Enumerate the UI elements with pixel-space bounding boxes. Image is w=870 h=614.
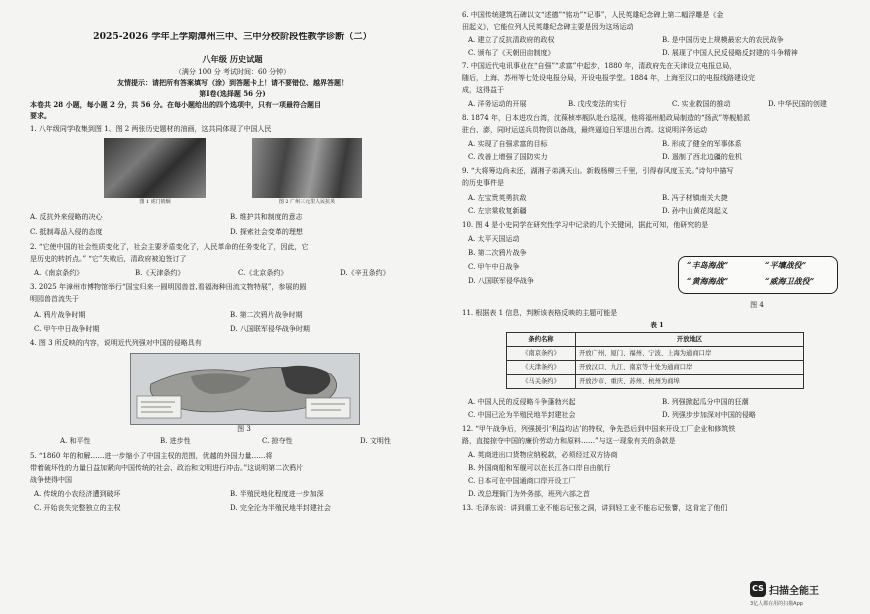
q3-option-b[interactable]: B. 第二次鸦片战争时期 [230, 311, 303, 319]
q5-option-a[interactable]: A. 传统的小农经济遭到破坏 [34, 490, 121, 498]
q10-keyword-box [678, 256, 838, 294]
q7-line-1: 7. 中国近代电讯事业在“自强”“求富”中起步，1880 年，清政府先在天津设立电报总局， [462, 62, 737, 70]
q1-figure-2 [252, 138, 362, 198]
q6-line-1: 6. 中国传统建筑石碑以文“述德”“铭功”“记事”，人民英雄纪念碑上第二幅浮雕是《金 [462, 11, 724, 19]
q13-line-1: 13. 毛泽东说：讲到重工业不能忘记张之洞，讲到轻工业不能忘记张謇，这肯定了他们 [462, 504, 728, 512]
q1-figure-1-caption: 图 1 虎门销烟 [139, 199, 171, 205]
q6-option-a[interactable]: A. 建立了反抗清政府的政权 [468, 36, 555, 44]
q10-keyword-1: “丰岛海战” [687, 260, 729, 270]
q8-line-1: 8. 1874 年，日本进攻台湾，沈葆桢率舰队赴台巡视，他将福州船政局制造的“扬武”等舰船派 [462, 114, 751, 122]
part-heading: 第Ⅰ卷(选择题 56 分) [199, 89, 266, 98]
q1-option-c[interactable]: C. 抵制毒品入侵的态度 [30, 228, 103, 236]
q11-stem: 11. 根据表 1 信息，判断该表格反映的主题可能是 [462, 309, 618, 317]
q7-option-c[interactable]: C. 实业救国的推动 [672, 100, 731, 108]
q4-option-a[interactable]: A. 和平性 [60, 437, 91, 445]
q4-stem: 4. 图 3 所反映的内容，说明近代列强对中国的侵略具有 [30, 339, 202, 347]
q3-option-c[interactable]: C. 甲午中日战争时期 [34, 325, 100, 333]
q12-option-d[interactable]: D. 改总理衙门为外务部，班列六部之首 [468, 490, 590, 498]
q2-option-b[interactable]: B.《天津条约》 [135, 269, 185, 277]
q3-line-1: 3. 2025 年漳州市博物馆举行“国宝归来一圆明园兽首,看福海种田流文物特展”，参展的圆 [30, 283, 307, 291]
q3-line-2: 明园兽首流失于 [30, 295, 79, 303]
q7-line-3: 成，这得益于 [462, 86, 504, 94]
q1-figure-1 [104, 138, 206, 198]
q5-option-b[interactable]: B. 半殖民地化程度进一步加深 [230, 490, 324, 498]
exam-subject: 八年级 历史试题 [202, 54, 263, 64]
scanner-logo-icon: CS [750, 581, 766, 597]
table-row [507, 347, 804, 361]
q5-line-3: 战争使得中国 [30, 476, 72, 484]
q9-option-b[interactable]: B. 冯子材镇南关大捷 [662, 194, 728, 202]
q4-figure-caption: 图 3 [237, 425, 251, 433]
q10-keyword-3: “黄海海战” [687, 276, 729, 286]
q6-option-b[interactable]: B. 是中国历史上规模最宏大的农民战争 [662, 36, 784, 44]
q12-option-c[interactable]: C. 日本可在中国通商口岸开设工厂 [468, 477, 576, 485]
q11-table-title: 表 1 [650, 321, 664, 329]
q5-option-d[interactable]: D. 完全沦为半殖民地半封建社会 [230, 504, 331, 512]
q1-option-b[interactable]: B. 维护共和制度的意志 [230, 213, 303, 221]
q11-row-1-treaty: 《南京条约》 [507, 347, 576, 361]
table-row [507, 361, 804, 375]
q11-table-header [507, 333, 804, 347]
q8-option-d[interactable]: D. 遏制了西北边疆的危机 [662, 153, 742, 161]
q2-option-a[interactable]: A.《南京条约》 [34, 269, 84, 277]
q4-map-graphic [131, 354, 359, 424]
q1-option-a[interactable]: A. 反抗外来侵略的决心 [30, 213, 103, 221]
q10-option-b[interactable]: B. 第二次鸦片战争 [468, 249, 527, 257]
q2-line-2: 是历史的转折点。” “它”失败后，清政府被迫签订了 [30, 255, 187, 263]
q3-option-a[interactable]: A. 鸦片战争时期 [34, 311, 86, 319]
q9-line-2: 的历史事件是 [462, 179, 504, 187]
q10-stem: 10. 图 4 是小史同学在研究性学习中记录的几个关键词，据此可知，他研究的是 [462, 221, 709, 229]
q8-option-c[interactable]: C. 改善上增强了国防实力 [468, 153, 548, 161]
q5-option-c[interactable]: C. 开始丧失完整独立的主权 [34, 504, 121, 512]
q11-row-3-treaty: 《马关条约》 [507, 375, 576, 389]
scanner-tagline: 3亿人都在用的扫描App [750, 601, 803, 607]
q6-option-d[interactable]: D. 展现了中国人民反侵略反封建的斗争精神 [662, 49, 798, 57]
q11-table [506, 332, 804, 389]
q11-row-2-treaty: 《天津条约》 [507, 361, 576, 375]
q12-option-a[interactable]: A. 英商进出口货物应纳税款，必须经过双方协商 [468, 451, 618, 459]
q4-option-c[interactable]: C. 掠夺性 [262, 437, 293, 445]
q4-option-b[interactable]: B. 进步性 [160, 437, 191, 445]
q11-row-3-region: 开放沙市、重庆、苏州、杭州为商埠 [576, 375, 804, 389]
q11-header-treaty: 条约名称 [507, 333, 576, 347]
q6-option-c[interactable]: C. 颁布了《天朝田亩制度》 [468, 49, 555, 57]
q2-option-d[interactable]: D.《辛丑条约》 [340, 269, 390, 277]
q11-option-b[interactable]: B. 列强掀起瓜分中国的狂潮 [662, 398, 749, 406]
q1-figure-2-caption: 图 2 广州三元里人民抗英 [278, 199, 336, 205]
q11-option-a[interactable]: A. 中国人民的反侵略斗争蓬勃兴起 [468, 398, 576, 406]
q11-header-region: 开放地区 [576, 333, 804, 347]
q11-option-c[interactable]: C. 中国已沦为半殖民地半封建社会 [468, 411, 576, 419]
q7-option-d[interactable]: D. 中华民国的创建 [768, 100, 827, 108]
q12-option-b[interactable]: B. 外国商船和军舰可以在长江各口岸自由航行 [468, 464, 611, 472]
q4-map-figure [130, 353, 360, 425]
q8-option-a[interactable]: A. 实现了自强求富的目标 [468, 140, 548, 148]
q11-row-1-region: 开放广州、厦门、福州、宁波、上海为通商口岸 [576, 347, 804, 361]
q10-keyword-4: “威海卫战役” [765, 276, 815, 286]
q10-option-a[interactable]: A. 太平天国运动 [468, 235, 520, 243]
q7-option-b[interactable]: B. 戊戌变法的实行 [568, 100, 627, 108]
q5-line-2: 带着破坏性的力量日益加紧向中国传统的社会、政治和文明进行冲击。”这说明第二次鸦片 [30, 464, 304, 472]
q7-line-2: 随后，上海、苏州等七处设电报分局，开设电报学堂。1884 年，上海至汉口的电报线路建设完 [462, 74, 756, 82]
q11-row-2-region: 开放汉口、九江、南京等十处为通商口岸 [576, 361, 804, 375]
q11-option-d[interactable]: D. 列强步步加深对中国的侵略 [662, 411, 756, 419]
q6-line-2: 田起义》，它能位列人民英雄纪念碑主要是因为这场运动 [462, 23, 634, 31]
q12-line-2: 路，直接掠夺中国的廉价劳动力和原料……”与这一现象有关的条款是 [462, 437, 676, 445]
table-row [507, 375, 804, 389]
q2-line-1: 2. “它使中国的社会性质变化了，社会主要矛盾变化了，人民革命的任务变化了，因此，它 [30, 243, 309, 251]
exam-tip: 友情提示：请把所有答案填写（涂）到答题卡上！请不要错位、越界答题！ [117, 78, 348, 87]
q4-option-d[interactable]: D. 文明性 [360, 437, 391, 445]
q10-figure-caption: 图 4 [750, 301, 764, 309]
q10-option-c[interactable]: C. 甲午中日战争 [468, 263, 520, 271]
intro-line-1: 本卷共 28 小题，每小题 2 分，共 56 分。在每小题给出的四个选项中，只有一项最符合题目 [30, 100, 321, 109]
q9-option-c[interactable]: C. 左宗棠收复新疆 [468, 207, 527, 215]
q12-line-1: 12. “甲午战争后，列强援引‘利益均沾’的特权，争先恐后到中国来开设工厂企业和修筑铁 [462, 425, 736, 433]
exam-title: 2025-2026 学年上学期漳州三中、三中分校阶段性教学诊断（二） [93, 32, 372, 42]
exam-meta: （满分 100 分 考试时间：60 分钟） [174, 68, 291, 76]
q1-stem: 1. 八年级同学收集到图 1、图 2 两张历史题材的油画，这共同体现了中国人民 [30, 125, 272, 133]
intro-line-2: 要求。 [30, 111, 51, 120]
q5-line-1: 5. “1860 年的和解……进一步缩小了中国主权的范围，优越的外国力量……将 [30, 452, 273, 460]
q9-line-1: 9. “大将筹边尚未还，湖湘子弟满天山。新栽杨柳三千里，引得春风度玉关。”诗句中描写 [462, 167, 734, 175]
q10-option-d[interactable]: D. 八国联军侵华战争 [468, 277, 534, 285]
q9-option-d[interactable]: D. 孙中山黄花岗起义 [662, 207, 728, 215]
q2-option-c[interactable]: C.《北京条约》 [238, 269, 288, 277]
q7-option-a[interactable]: A. 洋务运动的开展 [468, 100, 527, 108]
q8-line-2: 驻台、澎，同时运送兵员物资以备战，最终逼迫日军退出台湾。这说明洋务运动 [462, 126, 707, 134]
q1-option-d[interactable]: D. 探索社会变革的理想 [230, 228, 303, 236]
q9-option-a[interactable]: A. 左宝贵英勇抗敌 [468, 194, 527, 202]
scanner-name: 扫描全能王 [769, 586, 819, 597]
q3-option-d[interactable]: D. 八国联军侵华战争时期 [230, 325, 310, 333]
q8-option-b[interactable]: B. 形成了健全的军事体系 [662, 140, 742, 148]
q10-keyword-2: “平壤战役” [765, 260, 807, 270]
